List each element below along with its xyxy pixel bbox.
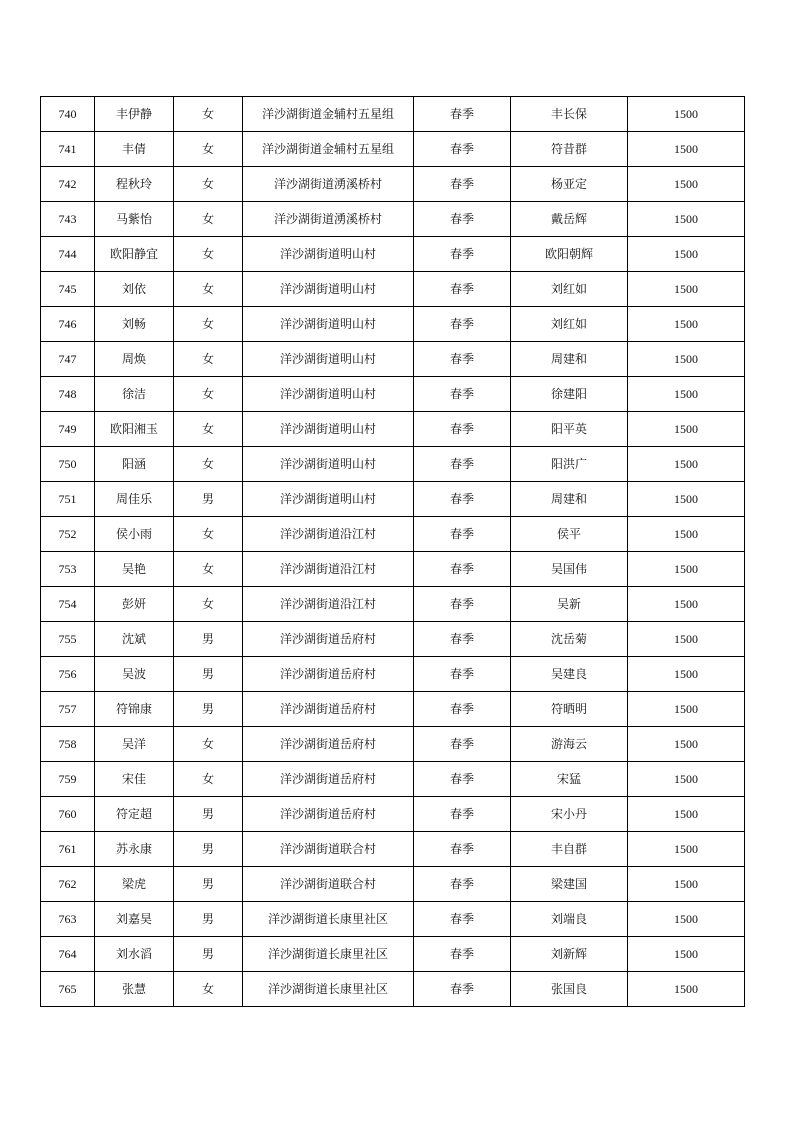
table-row (41, 482, 745, 517)
guardian-cell: 徐建阳 (511, 377, 628, 412)
row-number-cell: 756 (41, 657, 95, 692)
row-number-cell: 749 (41, 412, 95, 447)
row-number-cell: 742 (41, 167, 95, 202)
season-cell: 春季 (414, 202, 511, 237)
name-cell: 彭妍 (95, 587, 174, 622)
gender-cell: 男 (174, 902, 243, 937)
guardian-cell: 戴岳辉 (511, 202, 628, 237)
season-cell: 春季 (414, 937, 511, 972)
season-cell: 春季 (414, 832, 511, 867)
row-number-cell: 762 (41, 867, 95, 902)
address-cell: 洋沙湖街道湧溪桥村 (243, 167, 414, 202)
gender-cell: 女 (174, 202, 243, 237)
amount-cell: 1500 (628, 762, 745, 797)
table-row (41, 692, 745, 727)
season-cell: 春季 (414, 377, 511, 412)
row-number-cell: 758 (41, 727, 95, 762)
address-cell: 洋沙湖街道岳府村 (243, 692, 414, 727)
row-number-cell: 763 (41, 902, 95, 937)
guardian-cell: 刘红如 (511, 307, 628, 342)
table-row (41, 797, 745, 832)
amount-cell: 1500 (628, 727, 745, 762)
gender-cell: 女 (174, 97, 243, 132)
table-row (41, 447, 745, 482)
gender-cell: 女 (174, 727, 243, 762)
season-cell: 春季 (414, 97, 511, 132)
table-row (41, 377, 745, 412)
table-row (41, 307, 745, 342)
gender-cell: 女 (174, 237, 243, 272)
amount-cell: 1500 (628, 307, 745, 342)
table-row (41, 132, 745, 167)
row-number-cell: 740 (41, 97, 95, 132)
name-cell: 宋佳 (95, 762, 174, 797)
season-cell: 春季 (414, 587, 511, 622)
guardian-cell: 刘端良 (511, 902, 628, 937)
guardian-cell: 张国良 (511, 972, 628, 1007)
season-cell: 春季 (414, 272, 511, 307)
name-cell: 刘嘉昊 (95, 902, 174, 937)
gender-cell: 女 (174, 972, 243, 1007)
row-number-cell: 744 (41, 237, 95, 272)
season-cell: 春季 (414, 867, 511, 902)
name-cell: 梁虎 (95, 867, 174, 902)
row-number-cell: 753 (41, 552, 95, 587)
guardian-cell: 阳洪广 (511, 447, 628, 482)
table-row (41, 167, 745, 202)
address-cell: 洋沙湖街道岳府村 (243, 797, 414, 832)
address-cell: 洋沙湖街道明山村 (243, 412, 414, 447)
guardian-cell: 周建和 (511, 342, 628, 377)
guardian-cell: 周建和 (511, 482, 628, 517)
address-cell: 洋沙湖街道长康里社区 (243, 937, 414, 972)
amount-cell: 1500 (628, 867, 745, 902)
table-row (41, 412, 745, 447)
address-cell: 洋沙湖街道长康里社区 (243, 972, 414, 1007)
amount-cell: 1500 (628, 587, 745, 622)
table-row (41, 622, 745, 657)
guardian-cell: 欧阳朝辉 (511, 237, 628, 272)
season-cell: 春季 (414, 237, 511, 272)
season-cell: 春季 (414, 447, 511, 482)
guardian-cell: 梁建国 (511, 867, 628, 902)
name-cell: 程秋玲 (95, 167, 174, 202)
amount-cell: 1500 (628, 832, 745, 867)
gender-cell: 男 (174, 657, 243, 692)
amount-cell: 1500 (628, 97, 745, 132)
address-cell: 洋沙湖街道明山村 (243, 482, 414, 517)
season-cell: 春季 (414, 552, 511, 587)
name-cell: 侯小雨 (95, 517, 174, 552)
table-row (41, 727, 745, 762)
table-row (41, 342, 745, 377)
row-number-cell: 754 (41, 587, 95, 622)
amount-cell: 1500 (628, 797, 745, 832)
guardian-cell: 吴国伟 (511, 552, 628, 587)
season-cell: 春季 (414, 167, 511, 202)
table-row (41, 517, 745, 552)
season-cell: 春季 (414, 727, 511, 762)
name-cell: 刘依 (95, 272, 174, 307)
gender-cell: 男 (174, 622, 243, 657)
gender-cell: 女 (174, 132, 243, 167)
amount-cell: 1500 (628, 937, 745, 972)
season-cell: 春季 (414, 132, 511, 167)
address-cell: 洋沙湖街道联合村 (243, 867, 414, 902)
season-cell: 春季 (414, 902, 511, 937)
row-number-cell: 751 (41, 482, 95, 517)
gender-cell: 女 (174, 587, 243, 622)
amount-cell: 1500 (628, 272, 745, 307)
season-cell: 春季 (414, 342, 511, 377)
name-cell: 丰伊静 (95, 97, 174, 132)
season-cell: 春季 (414, 622, 511, 657)
amount-cell: 1500 (628, 972, 745, 1007)
gender-cell: 女 (174, 517, 243, 552)
table-row (41, 552, 745, 587)
amount-cell: 1500 (628, 237, 745, 272)
guardian-cell: 游海云 (511, 727, 628, 762)
address-cell: 洋沙湖街道金辅村五星组 (243, 97, 414, 132)
guardian-cell: 刘新辉 (511, 937, 628, 972)
name-cell: 符锦康 (95, 692, 174, 727)
season-cell: 春季 (414, 412, 511, 447)
address-cell: 洋沙湖街道明山村 (243, 307, 414, 342)
season-cell: 春季 (414, 762, 511, 797)
amount-cell: 1500 (628, 447, 745, 482)
gender-cell: 女 (174, 412, 243, 447)
season-cell: 春季 (414, 517, 511, 552)
name-cell: 苏永康 (95, 832, 174, 867)
name-cell: 徐洁 (95, 377, 174, 412)
table-row (41, 97, 745, 132)
row-number-cell: 764 (41, 937, 95, 972)
amount-cell: 1500 (628, 482, 745, 517)
address-cell: 洋沙湖街道明山村 (243, 342, 414, 377)
name-cell: 张慧 (95, 972, 174, 1007)
amount-cell: 1500 (628, 657, 745, 692)
row-number-cell: 746 (41, 307, 95, 342)
gender-cell: 男 (174, 797, 243, 832)
gender-cell: 男 (174, 832, 243, 867)
name-cell: 刘水滔 (95, 937, 174, 972)
row-number-cell: 741 (41, 132, 95, 167)
amount-cell: 1500 (628, 342, 745, 377)
name-cell: 周佳乐 (95, 482, 174, 517)
table-row (41, 272, 745, 307)
table-row (41, 972, 745, 1007)
table-row (41, 937, 745, 972)
address-cell: 洋沙湖街道沿江村 (243, 552, 414, 587)
guardian-cell: 吴建良 (511, 657, 628, 692)
gender-cell: 男 (174, 937, 243, 972)
season-cell: 春季 (414, 307, 511, 342)
guardian-cell: 宋小丹 (511, 797, 628, 832)
name-cell: 阳涵 (95, 447, 174, 482)
table-row (41, 902, 745, 937)
name-cell: 吴艳 (95, 552, 174, 587)
name-cell: 欧阳湘玉 (95, 412, 174, 447)
gender-cell: 女 (174, 342, 243, 377)
guardian-cell: 符晒明 (511, 692, 628, 727)
gender-cell: 男 (174, 692, 243, 727)
row-number-cell: 757 (41, 692, 95, 727)
name-cell: 马紫怡 (95, 202, 174, 237)
gender-cell: 女 (174, 552, 243, 587)
amount-cell: 1500 (628, 412, 745, 447)
guardian-cell: 侯平 (511, 517, 628, 552)
gender-cell: 女 (174, 447, 243, 482)
row-number-cell: 760 (41, 797, 95, 832)
address-cell: 洋沙湖街道联合村 (243, 832, 414, 867)
row-number-cell: 747 (41, 342, 95, 377)
address-cell: 洋沙湖街道明山村 (243, 272, 414, 307)
amount-cell: 1500 (628, 552, 745, 587)
name-cell: 沈斌 (95, 622, 174, 657)
guardian-cell: 吴新 (511, 587, 628, 622)
amount-cell: 1500 (628, 902, 745, 937)
address-cell: 洋沙湖街道岳府村 (243, 622, 414, 657)
row-number-cell: 765 (41, 972, 95, 1007)
table-row (41, 657, 745, 692)
season-cell: 春季 (414, 797, 511, 832)
row-number-cell: 752 (41, 517, 95, 552)
gender-cell: 女 (174, 272, 243, 307)
table-row (41, 832, 745, 867)
amount-cell: 1500 (628, 622, 745, 657)
guardian-cell: 宋猛 (511, 762, 628, 797)
season-cell: 春季 (414, 692, 511, 727)
guardian-cell: 丰长保 (511, 97, 628, 132)
gender-cell: 女 (174, 762, 243, 797)
row-number-cell: 759 (41, 762, 95, 797)
name-cell: 吴波 (95, 657, 174, 692)
address-cell: 洋沙湖街道明山村 (243, 447, 414, 482)
address-cell: 洋沙湖街道岳府村 (243, 727, 414, 762)
subsidy-table (40, 96, 745, 1007)
row-number-cell: 745 (41, 272, 95, 307)
amount-cell: 1500 (628, 167, 745, 202)
amount-cell: 1500 (628, 377, 745, 412)
guardian-cell: 刘红如 (511, 272, 628, 307)
guardian-cell: 沈岳菊 (511, 622, 628, 657)
address-cell: 洋沙湖街道明山村 (243, 377, 414, 412)
address-cell: 洋沙湖街道岳府村 (243, 762, 414, 797)
row-number-cell: 748 (41, 377, 95, 412)
name-cell: 吴洋 (95, 727, 174, 762)
gender-cell: 女 (174, 377, 243, 412)
row-number-cell: 761 (41, 832, 95, 867)
amount-cell: 1500 (628, 517, 745, 552)
row-number-cell: 755 (41, 622, 95, 657)
name-cell: 欧阳静宜 (95, 237, 174, 272)
table-row (41, 867, 745, 902)
address-cell: 洋沙湖街道岳府村 (243, 657, 414, 692)
row-number-cell: 743 (41, 202, 95, 237)
season-cell: 春季 (414, 482, 511, 517)
amount-cell: 1500 (628, 692, 745, 727)
amount-cell: 1500 (628, 202, 745, 237)
table-row (41, 202, 745, 237)
gender-cell: 女 (174, 307, 243, 342)
guardian-cell: 阳平英 (511, 412, 628, 447)
gender-cell: 男 (174, 482, 243, 517)
table-row (41, 237, 745, 272)
row-number-cell: 750 (41, 447, 95, 482)
name-cell: 刘畅 (95, 307, 174, 342)
gender-cell: 女 (174, 167, 243, 202)
season-cell: 春季 (414, 657, 511, 692)
address-cell: 洋沙湖街道明山村 (243, 237, 414, 272)
season-cell: 春季 (414, 972, 511, 1007)
address-cell: 洋沙湖街道湧溪桥村 (243, 202, 414, 237)
name-cell: 符定超 (95, 797, 174, 832)
address-cell: 洋沙湖街道长康里社区 (243, 902, 414, 937)
gender-cell: 男 (174, 867, 243, 902)
address-cell: 洋沙湖街道沿江村 (243, 587, 414, 622)
table-row (41, 587, 745, 622)
guardian-cell: 丰自群 (511, 832, 628, 867)
address-cell: 洋沙湖街道金辅村五星组 (243, 132, 414, 167)
table-body (41, 97, 745, 1007)
name-cell: 丰倩 (95, 132, 174, 167)
table-row (41, 762, 745, 797)
address-cell: 洋沙湖街道沿江村 (243, 517, 414, 552)
guardian-cell: 符昔群 (511, 132, 628, 167)
name-cell: 周焕 (95, 342, 174, 377)
amount-cell: 1500 (628, 132, 745, 167)
guardian-cell: 杨亚定 (511, 167, 628, 202)
